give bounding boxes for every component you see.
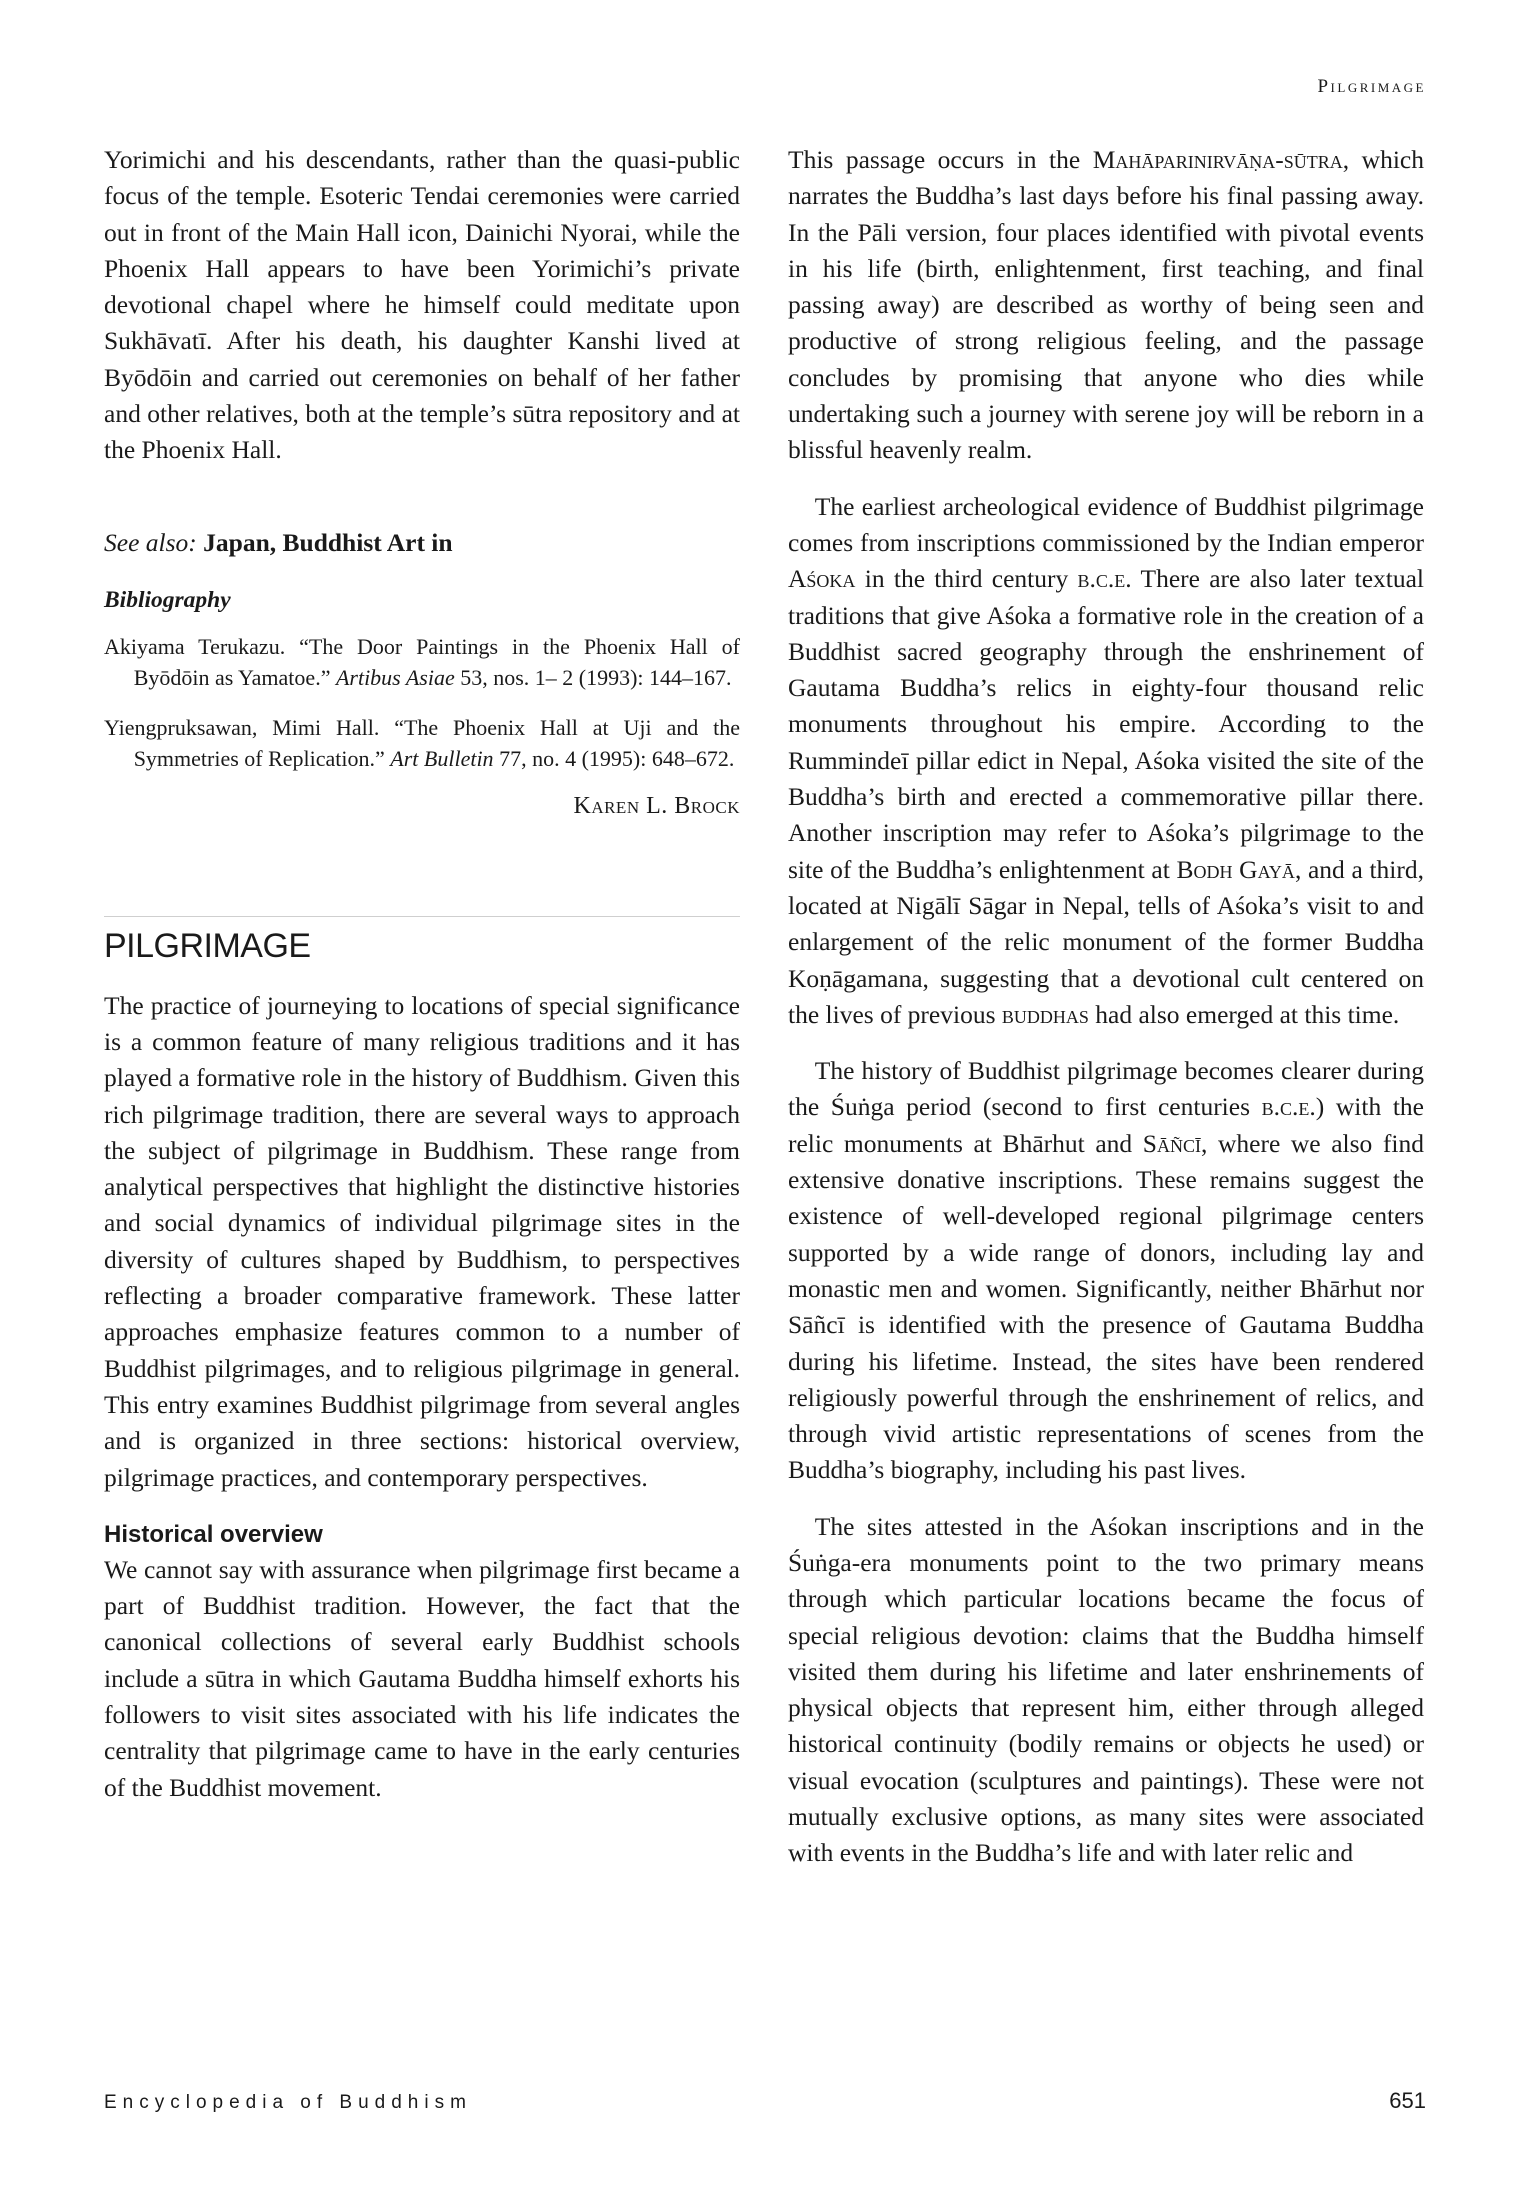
see-also-link[interactable]: Japan, Buddhist Art in <box>203 527 453 557</box>
page-number: 651 <box>1389 2088 1426 2113</box>
xref-mahaparinirvana-sutra[interactable]: Mahāparinirvāṇa-sūtra <box>1092 145 1343 174</box>
entry-title: PILGRIMAGE <box>104 926 311 965</box>
journal-title: Art Bulletin <box>390 746 494 772</box>
see-also <box>104 525 740 561</box>
era-label: b.c.e. <box>1077 564 1132 594</box>
paragraph-1: This passage occurs in the Mahāparinirvāṇa-sūtra, which narrates the Buddha’s last days before his final passing away. In the Pāli version, four places identified with pivotal events in his life (birth, enlightenment, first teaching, and final passing away) are described as worthy of being seen and productive of strong religious feeling, and the passage concludes by promising that anyone who dies while undertaking such a journey with serene joy will be reborn in a blissful heavenly realm. <box>788 145 1424 465</box>
entry-divider <box>104 916 740 917</box>
era-label: b.c.e. <box>1261 1092 1316 1122</box>
bibliography-heading: Bibliography <box>104 586 231 613</box>
paragraph-4: The sites attested in the Aśokan inscriptions and in the Śuṅga-era monuments point to the two primary means through which particular locations became the focus of special religious devotion: claims that the Buddha himself visited them during his lifetime and later enshrinements of physical objects that represent him, either through alleged historical continuity (bodily remains or objects he used) or visual evocation (sculptures and paintings). These were not mutually exclusive options, as many sites were associated with events in the Buddha’s life and with later relic and <box>788 1511 1424 1868</box>
footer-book-title: Encyclopedia of Buddhism <box>104 2092 472 2113</box>
paragraph-2: The earliest archeological evidence of Buddhist pilgrimage comes from inscriptions commissioned by the Indian emperor Aśoka in the third century b.c.e. There are also later textual traditions that give Aśoka a formative role in the creation of a Buddhist sacred geography through the enshrinement of Gautama Buddha’s relics in eighty-four thousand relic monuments throughout his empire. According to the Rummindeī pillar edict in Nepal, Aśoka visited the site of the Buddha’s birth and erected a commemorative pillar there. Another inscription may refer to Aśoka’s pilgrimage to the site of the Buddha’s enlightenment at Bodh Gayā, and a third, located at Nigālī Sāgar in Nepal, tells of Aśoka’s visit to and enlargement of the relic monument of the former Buddha Koṇāgamana, suggesting that a devotional cult centered on the lives of previous buddhas had also emerged at this time. <box>788 491 1425 1029</box>
bibliography-entry <box>104 631 740 694</box>
historical-paragraph: We cannot say with assurance when pilgrimage first became a part of Buddhist tradition. However, the fact that the canonical collections of several early Buddhist schools include a sūtra in which Gautama Buddha himself exhorts his followers to visit sites associated with his life indicates the centrality that pilgrimage came to have in the early centuries of the Buddhist movement. <box>104 1554 740 1802</box>
see-also-label: See also: <box>104 527 197 557</box>
citation-tail: 53, nos. 1– 2 (1993): 144–167. <box>460 665 732 691</box>
right-column <box>788 142 1424 1872</box>
paragraph-3: The history of Buddhist pilgrimage becomes clearer during the Śuṅga period (second to first centuries b.c.e.) with the relic monuments at Bhārhut and Sāñcī, where we also find extensive donative inscriptions. These remains suggest the existence of well-developed regional pilgrimage centers supported by a wide range of donors, including lay and monastic men and women. Significantly, neither Bhārhut nor Sāñcī is identified with the presence of Gautama Buddha during his lifetime. Instead, the sites have been rendered religiously powerful through the enshrinement of relics, and through vivid artistic representations of scenes from the Buddha’s biography, including his past lives. <box>788 1056 1425 1485</box>
intro-paragraph: The practice of journeying to locations of special significance is a common feature of many religious traditions and it has played a formative role in the history of Buddhism. Given this rich pilgrimage tradition, there are several ways to approach the subject of pilgrimage in Buddhism. These range from analytical perspectives that highlight the distinctive histories and social dynamics of individual pilgrimage sites in the diversity of cultures shaped by Buddhism, to perspectives reflecting a broader comparative framework. These latter approaches emphasize features common to a number of Buddhist pilgrimages, and to religious pilgrimage in general. This entry examines Buddhist pilgrimage from several angles and is organized in three sections: historical overview, pilgrimage practices, and contemporary perspectives. <box>104 990 740 1492</box>
journal-title: Artibus Asiae <box>335 665 455 691</box>
running-head: Pilgrimage <box>1317 76 1426 97</box>
citation-lead: Yiengpruksawan, Mimi Hall. “The Phoenix Hall at Uji and the Symmetries of Replication.” <box>104 714 740 772</box>
bibliography-entry <box>104 712 740 775</box>
xref-asoka[interactable]: Aśoka <box>788 564 856 594</box>
author-signature: Karen L. Brock <box>573 792 740 819</box>
xref-buddhas[interactable]: buddhas <box>1001 999 1089 1029</box>
subsection-heading: Historical overview <box>104 1520 323 1548</box>
xref-sanci[interactable]: Sāñcī <box>1142 1128 1201 1158</box>
citation-tail: 77, no. 4 (1995): 648–672. <box>499 746 735 772</box>
xref-bodh-gaya[interactable]: Bodh Gayā <box>1176 854 1295 884</box>
carryover-paragraph: Yorimichi and his descendants, rather than the quasi-public focus of the temple. Esoteric Tendai ceremonies were carried out in front of the Main Hall icon, Dainichi Nyorai, while the Phoenix Hall appears to have been Yorimichi’s private devotional chapel where he himself could meditate upon Sukhāvatī. After his death, his daughter Kanshi lived at Byōdōin and carried out ceremonies on behalf of her father and other relatives, both at the temple’s sūtra repository and at the Phoenix Hall. <box>104 145 740 465</box>
left-column <box>104 142 740 1806</box>
citation-lead: Akiyama Terukazu. “The Door Paintings in the Phoenix Hall of Byōdōin as Yamatoe.” <box>104 633 740 691</box>
